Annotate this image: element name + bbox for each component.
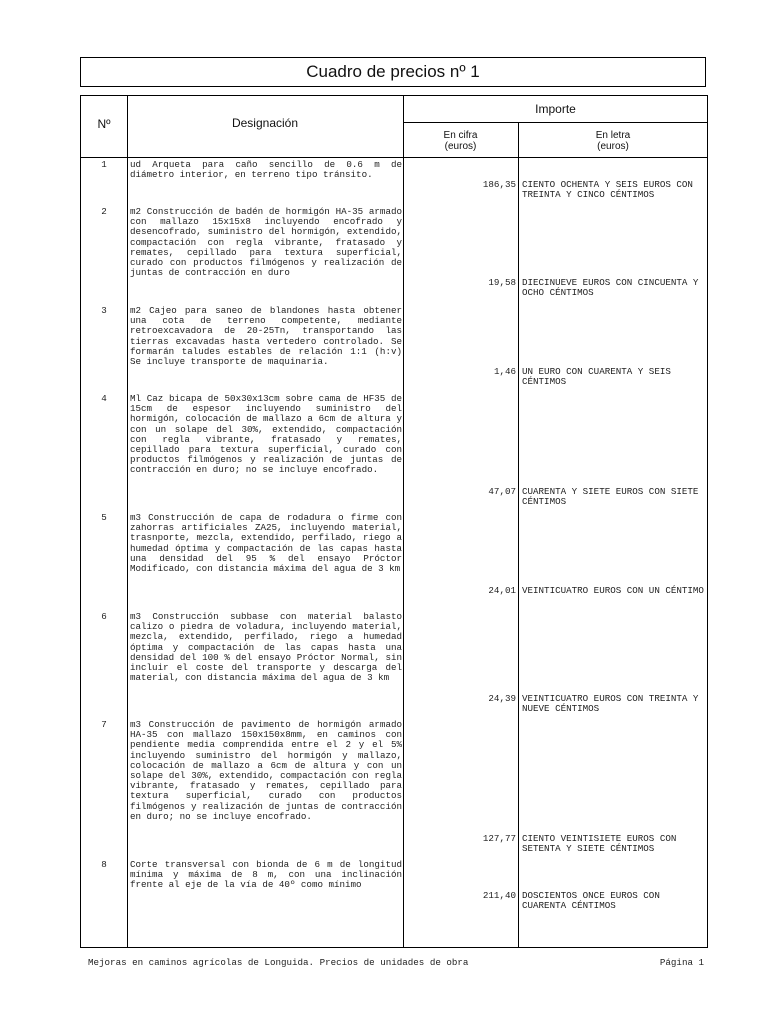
row-importe-letra: VEINTICUATRO EUROS CON TREINTA Y NUEVE CÉNTIMOS	[522, 693, 699, 715]
header-cifra	[403, 130, 518, 152]
row-designacion: m3 Construcción de capa de rodadura o firme con zahorras artificiales ZA25, incluyendo material, trasnporte, mezcla, extendido, perfilado, riego a humedad óptima y compactación de las capas hasta una densidad del 95 % del ensayo Próctor Modificado, con distancia máxima del agua de 3 km	[130, 512, 402, 575]
row-number: 7	[101, 719, 107, 730]
header-letra-line2: (euros)	[597, 141, 629, 152]
row-importe-letra: UN EURO CON CUARENTA Y SEIS CÉNTIMOS	[522, 366, 671, 388]
row-importe-cifra: 47,07	[488, 486, 516, 497]
row-designacion: m2 Construcción de badén de hormigón HA-35 armado con mallazo 15x15x8 incluyendo encofrado y desencofrado, suministro del hormigón, extendido, compactación con regla vibrante, fratasado y remates, cepillado para textura superficial, curado con productos filmógenos y realización de juntas de contracción en duro	[130, 206, 402, 279]
row-importe-cifra: 24,01	[488, 585, 516, 596]
row-importe-cifra: 186,35	[482, 179, 516, 190]
row-importe-cifra: 127,77	[482, 833, 516, 844]
row-importe-letra: DIECINUEVE EUROS CON CINCUENTA Y OCHO CÉNTIMOS	[522, 277, 699, 299]
row-importe-cifra: 1,46	[493, 366, 516, 377]
row-designacion: Ml Caz bicapa de 50x30x13cm sobre cama de HF35 de 15cm de espesor incluyendo suministro del hormigón, colocación de mallazo a 6cm de altura y con un solape del 30%, extendido, compactación con regla vibrante, fratasado y remates, cepillado para textura superficial, curado con productos filmógenos y realización de juntas de contracción en duro; no se incluye encofrado.	[130, 393, 402, 476]
header-letra	[518, 130, 708, 152]
row-designacion: ud Arqueta para caño sencillo de 0.6 m de diámetro interior, en terreno tipo tránsito.	[130, 159, 402, 181]
row-importe-letra: CIENTO VEINTISIETE EUROS CON SETENTA Y SIETE CÉNTIMOS	[522, 833, 677, 855]
row-designacion: Corte transversal con bionda de 6 m de longitud mínima y máxima de 8 m, con una inclinación frente al eje de la vía de 40º como mínimo	[130, 859, 402, 891]
row-number: 5	[101, 512, 107, 523]
row-number: 1	[101, 159, 107, 170]
row-number: 2	[101, 206, 107, 217]
importe-header-divider	[403, 122, 707, 123]
row-number: 6	[101, 611, 107, 622]
page-title: Cuadro de precios nº 1	[80, 57, 706, 87]
footer-project-name: Mejoras en caminos agrícolas de Longuida. Precios de unidades de obra	[88, 957, 469, 968]
header-designacion: Designación	[231, 116, 299, 130]
row-designacion: m3 Construcción subbase con material balasto calizo o piedra de voladura, incluyendo material, mezcla, extendido, perfilado, riego a humedad óptima y compactación de las capas hasta una densidad del 100 % del ensayo Próctor Normal, sin incluir el coste del transporte y descarga del material, con distancia máxima del agua de 3 km	[130, 611, 402, 684]
header-num: Nº	[97, 117, 111, 131]
row-designacion: m3 Construcción de pavimento de hormigón armado HA-35 con mallazo 150x150x8mm, en caminos con pendiente media comprendida entre el 2 y el 5% incluyendo suministro del hormigón y mallazo, colocación de mallazo a 6cm de altura y con un solape del 30%, extendido, compactación con regla vibrante, fratasado y remates, cepillado para textura superficial, curado con productos filmógenos y realización de juntas de contracción en duro; no se incluye encofrado.	[130, 719, 402, 822]
row-designacion: m2 Cajeo para saneo de blandones hasta obtener una cota de terreno competente, mediante retroexcavadora de 20-25Tn, transportando las tierras excavadas hasta vertedero controlado. Se formarán taludes estables de relación 1:1 (h:v) Se incluye transporte de maquinaria.	[130, 305, 402, 368]
column-divider-cifra	[518, 122, 519, 947]
header-importe: Importe	[535, 102, 576, 116]
row-importe-letra: VEINTICUATRO EUROS CON UN CÉNTIMO	[522, 585, 704, 596]
row-importe-cifra: 211,40	[482, 890, 516, 901]
footer-page-number: Página 1	[659, 957, 704, 968]
row-number: 8	[101, 859, 107, 870]
header-cifra-line1: En cifra	[443, 130, 478, 141]
row-importe-letra: CUARENTA Y SIETE EUROS CON SIETE CÉNTIMOS	[522, 486, 699, 508]
column-divider-designacion	[403, 96, 404, 947]
row-importe-cifra: 19,58	[488, 277, 516, 288]
row-number: 4	[101, 393, 107, 404]
row-importe-letra: CIENTO OCHENTA Y SEIS EUROS CON TREINTA Y CINCO CÉNTIMOS	[522, 179, 693, 201]
header-letra-line1: En letra	[595, 130, 631, 141]
header-cifra-line2: (euros)	[444, 141, 477, 152]
row-importe-cifra: 24,39	[488, 693, 516, 704]
row-number: 3	[101, 305, 107, 316]
header-bottom-divider	[81, 157, 707, 158]
row-importe-letra: DOSCIENTOS ONCE EUROS CON CUARENTA CÉNTIMOS	[522, 890, 660, 912]
column-divider-num	[127, 96, 128, 947]
